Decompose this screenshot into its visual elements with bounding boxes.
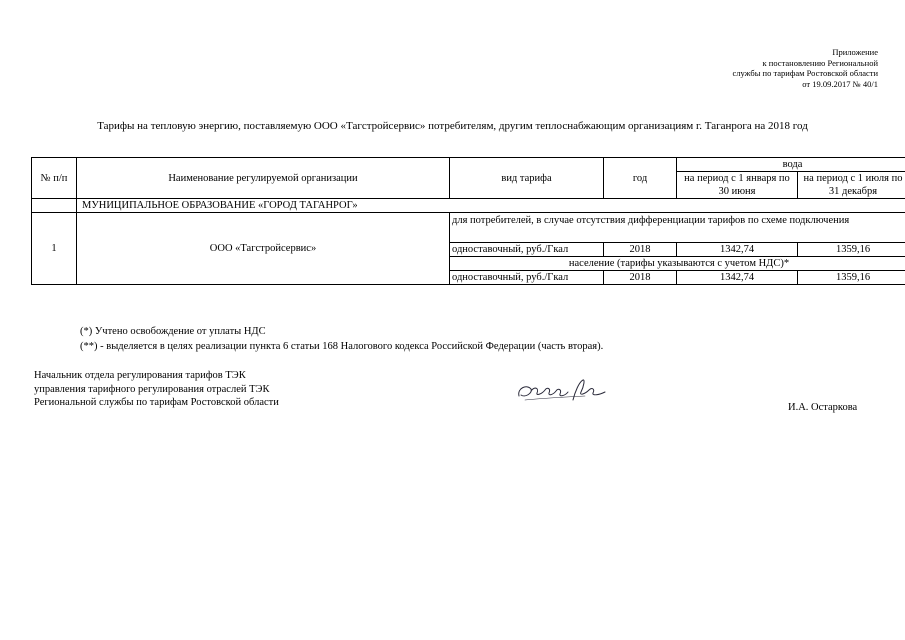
header-year: год — [604, 158, 677, 199]
tariff-type-cell: одноставочный, руб./Гкал — [450, 243, 604, 257]
municipality-name: МУНИЦИПАЛЬНОЕ ОБРАЗОВАНИЕ «ГОРОД ТАГАНРОГ» — [77, 199, 905, 213]
position-line: управления тарифного регулирования отраслей ТЭК — [34, 383, 270, 395]
footnotes — [80, 324, 603, 354]
appendix-line: службы по тарифам Ростовской области — [732, 68, 878, 78]
period-1-value: 1342,74 — [677, 243, 798, 257]
header-group-water: вода — [677, 158, 905, 172]
footnote: (*) Учтено освобождение от уплаты НДС — [80, 326, 266, 337]
table-row — [32, 213, 905, 243]
row-num: 1 — [32, 213, 77, 285]
appendix-line: к постановлению Региональной — [762, 57, 878, 68]
document-title: Тарифы на тепловую энергию, поставляемую ООО «Тагстройсервис» потребителям, другим теплоснабжающим организациям г. Таганрога на 2018 год — [97, 120, 808, 132]
year-cell: 2018 — [604, 271, 677, 285]
period-2-value: 1359,16 — [798, 243, 905, 257]
tariff-type-cell: одноставочный, руб./Гкал — [450, 271, 604, 285]
period-1-value: 1342,74 — [677, 271, 798, 285]
appendix-line: от 19.09.2017 № 40/1 — [802, 78, 878, 89]
signer-name: И.А. Остаркова — [788, 402, 858, 413]
period-2-value: 1359,16 — [798, 271, 905, 285]
header-num: № п/п — [32, 158, 77, 199]
header-period-2: на период с 1 июля по 31 декабря — [798, 172, 905, 199]
tariff-table — [31, 157, 905, 285]
year-cell: 2018 — [604, 243, 677, 257]
header-organization: Наименование регулируемой организации — [77, 158, 450, 199]
appendix-line: Приложение — [832, 47, 878, 57]
header-period-1: на период с 1 января по 30 июня — [677, 172, 798, 199]
footnote: (**) - выделяется в целях реализации пункта 6 статьи 168 Налогового кодекса Российской Федерации (часть вторая). — [80, 341, 604, 352]
row-organization: ООО «Тагстройсервис» — [77, 213, 450, 285]
handwritten-signature — [515, 376, 607, 408]
position-line: Начальник отдела регулирования тарифов ТЭК — [34, 370, 246, 381]
municipality-row — [32, 199, 905, 213]
header-tariff-type: вид тарифа — [450, 158, 604, 199]
position-line: Региональной службы по тарифам Ростовской области — [34, 397, 279, 408]
signatory-position — [34, 369, 279, 410]
municipality-spacer — [32, 199, 77, 213]
table-header-row — [32, 158, 905, 172]
condition-label: население (тарифы указываются с учетом НДС)* — [450, 257, 905, 271]
condition-label: для потребителей, в случае отсутствия дифференциации тарифов по схеме подключения — [450, 213, 905, 243]
appendix-header — [732, 47, 878, 89]
